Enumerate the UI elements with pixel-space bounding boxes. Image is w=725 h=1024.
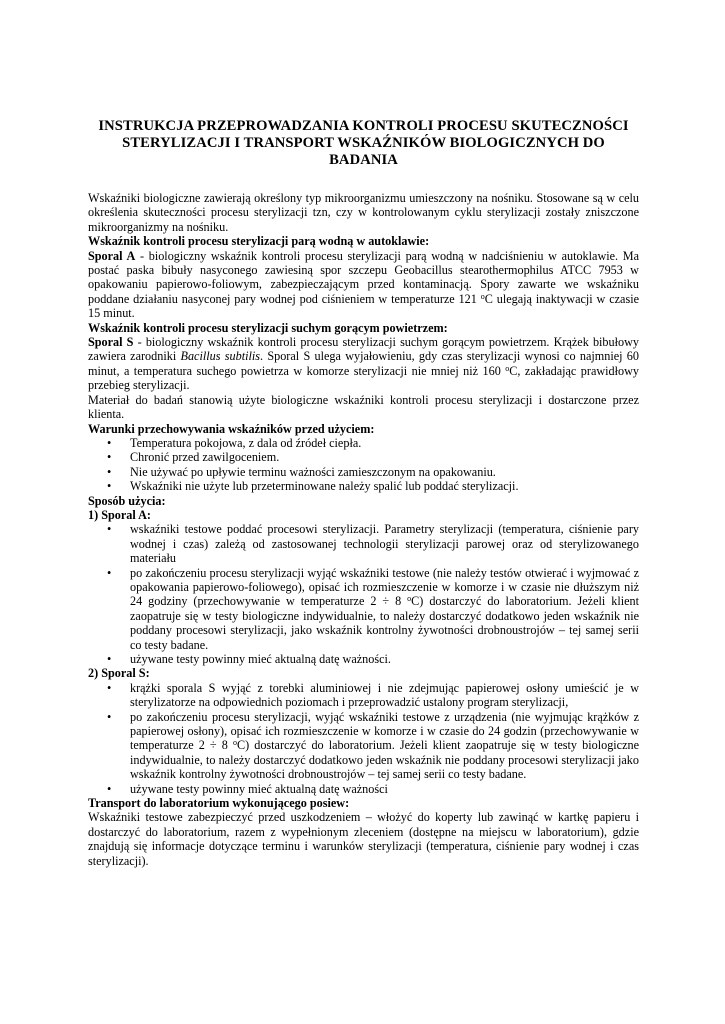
list-item: • krążki sporala S wyjąć z torebki aluminiowej i nie zdejmując papierowej osłony umieścić je w sterylizatorze na odpowiednich poziomach i przeprowadzić ustalony program sterylizacji, [107,680,639,710]
transport-heading: Transport do laboratorium wykonującego posiew: [88,796,350,811]
list-item: • Wskaźniki nie użyte lub przeterminowane należy spalić lub poddać sterylizacji. [107,479,519,494]
sporal-a-steps [88,522,639,666]
transport-paragraph: Wskaźniki testowe zabezpieczyć przed uszkodzeniem – włożyć do koperty lub zawinąć w kartkę papieru i dostarczyć do laboratorium, razem z wypełnionym zleceniem (dostępne na miejscu w laboratorium), gdzie znajdują się informacje dotyczące terminu i warunków sterylizacji (temperatura, ciśnienie pary wodnej i czas sterylizacji). [88,810,639,868]
material-paragraph: Materiał do badań stanowią użyte biologiczne wskaźniki kontroli procesu sterylizacji i dostarczone przez klienta. [88,392,639,422]
list-item: • używane testy powinny mieć aktualną datę ważności [107,781,388,796]
sporal-a-description: Sporal A - biologiczny wskaźnik kontroli procesu sterylizacji parą wodną w nadciśnieniu w autoklawie. Ma postać paska bibuły nasyconego zawiesiną spor szczepu Geobacillus stearothermophilus ATCC 7953 w opakowaniu papierowo-foliowym, zabezpieczającym przed kontaminacją. Spory zawarte we wskaźniku poddane działaniu nasyconej pary wodnej pod ciśnieniem w temperaturze 121 $^o$C ulegają inaktywacji w czasie 15 minut. [88,248,640,321]
list-item: • Nie używać po upływie terminu ważności zamieszczonym na opakowaniu. [107,464,496,479]
list-item: • po zakończeniu procesu sterylizacji wyjąć wskaźniki testowe (nie należy testów otwierać i wyjmować z opakowania papierowo-foliowego), opisać ich rozmieszczenie w komorze i w czasie nie dłuższym niż 24 godziny (przechowywanie w temperaturze 2 ÷ 8 $^o$C) dostarczyć do laboratorium. Jeżeli klient zaopatruje się w testy biologiczne indywidualnie, to należy dostarczyć dodatkowo jeden wskaźnik nie poddany procesowi sterylizacji, jako wskaźnik kontrolny żywotności drobnoustrojów – tej samej serii co testy badane. [107,565,639,652]
sporal-a-heading: 1) Sporal A: [88,507,151,522]
usage-heading: Sposób użycia: [88,493,166,508]
document-title [88,118,639,169]
document-page [88,118,639,868]
list-item: • używane testy powinny mieć aktualną datę ważności. [107,652,391,666]
bullet-icon: • [107,565,112,580]
sporal-s-name: Sporal S [88,335,134,350]
storage-list [88,436,639,494]
intro-paragraph: Wskaźniki biologiczne zawierają określony typ mikroorganizmu umieszczony na nośniku. Stosowane są w celu określenia skuteczności procesu sterylizacji tzn, czy w kontrolowanym cyklu sterylizacji zostały zniszczone mikroorganizmy na nośniku. [88,191,639,234]
title-line-2: STERYLIZACJI I TRANSPORT WSKAŹNIKÓW BIOLOGICZNYCH DO BADANIA [122,135,605,168]
bullet-icon: • [107,652,112,666]
bullet-icon: • [107,522,112,537]
dry-heat-heading: Wskaźnik kontroli procesu sterylizacji suchym gorącym powietrzem: [88,320,448,335]
storage-heading: Warunki przechowywania wskaźników przed użyciem: [88,421,375,436]
list-item: • po zakończeniu procesu sterylizacji, wyjąć wskaźniki testowe z urządzenia (nie wyjmując krążków z papierowej osłony), opisać ich rozmieszczenie w komorze i w czasie do 24 godzin (przechowywanie w temperaturze 2 ÷ 8 $^o$C) dostarczyć do laboratorium. Jeżeli klient zaopatruje się w testy biologiczne indywidualnie, to należy dostarczyć dodatkowo jeden wskaźnik nie poddany procesowi sterylizacji jako wskaźnik kontrolny żywotności drobnoustrojów – tej samej serii co testy badane. [107,709,639,782]
bullet-icon: • [107,435,112,450]
species-name: Bacillus subtilis [180,349,260,364]
bullet-icon: • [107,464,112,479]
bullet-icon: • [107,680,112,695]
sporal-s-heading: 2) Sporal S: [88,666,150,681]
bullet-icon: • [107,781,112,796]
list-item: • wskaźniki testowe poddać procesowi sterylizacji. Parametry sterylizacji (temperatura, ciśnienie pary wodnej i czas) zależą od zastosowanej technologii sterylizacji parowej oraz od sterylizowanego materiału [107,522,639,566]
sporal-s-steps [88,681,639,796]
bullet-icon: • [107,450,112,465]
title-line-1: INSTRUKCJA PRZEPROWADZANIA KONTROLI PROCESU SKUTECZNOŚCI [98,118,629,134]
bullet-icon: • [107,709,112,724]
bullet-icon: • [107,479,112,494]
sporal-a-name: Sporal A [88,248,136,263]
sporal-s-description: Sporal S - biologiczny wskaźnik kontroli procesu sterylizacji suchym gorącym powietrzem. Krążek bibułowy zawiera zarodniki Bacillus subtilis. Sporal S ulega wyjałowieniu, gdy czas sterylizacji wynosi co najmniej 60 minut, a temperatura suchego powietrza w komorze sterylizacji nie mniej niż 160 $^o$C, zakładając prawidłowy przebieg sterylizacji. [88,335,640,393]
list-item: • Chronić przed zawilgoceniem. [107,450,280,465]
steam-heading: Wskaźnik kontroli procesu sterylizacji parą wodną w autoklawie: [88,234,430,249]
list-item: • Temperatura pokojowa, z dala od źródeł ciepła. [107,435,362,450]
